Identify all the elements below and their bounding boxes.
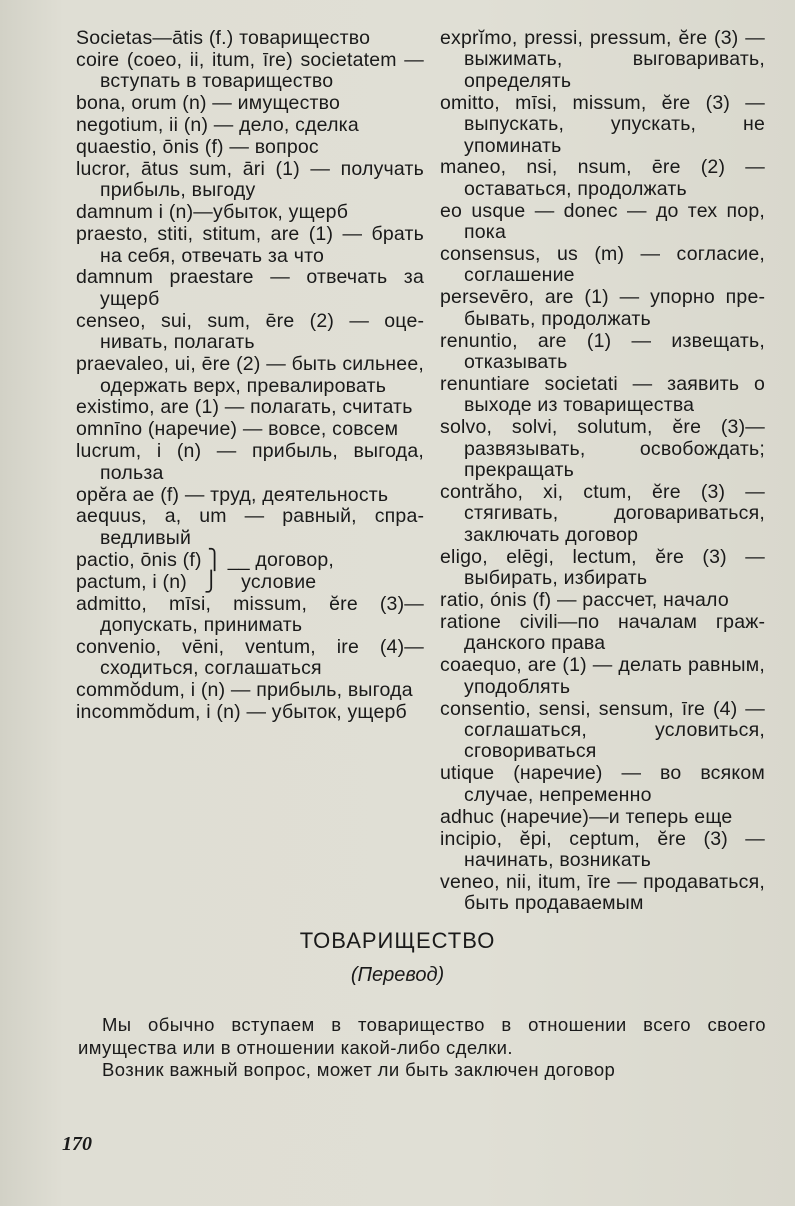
vocab-entry: omitto, mīsi, missum, ĕre (3) — выпускать, упускать, не упоминать — [440, 91, 771, 157]
vocab-entry: existimo, are (1) — полагать, считать — [76, 396, 413, 419]
vocab-entry: pactum, i (n) ⎭ условие — [76, 570, 317, 593]
vocab-entry: Societas—ātis (f.) товарищество — [76, 27, 371, 49]
vocab-entry: commŏdum, i (n) — прибыль, выгода — [76, 679, 413, 702]
vocab-entry: eligo, elēgi, lectum, ĕre (3) — выбирать, избирать — [440, 545, 771, 590]
vocab-entry: coaequo, are (1) — делать равным, уподоблять — [440, 654, 771, 698]
vocab-entry: praesto, stiti, stitum, are (1) — брать на себя, отвечать за что — [76, 223, 430, 267]
vocab-entry: lucror, ātus sum, āri (1) — получать прибыль, выгоду — [76, 157, 430, 202]
vocab-entry: renuntio, are (1) — извещать, отказывать — [440, 329, 771, 374]
vocab-entry: convenio, vēni, ventum, ire (4)— сходиться, соглашаться — [76, 635, 430, 680]
vocab-entry: omnīno (наречие) — вовсе, совсем — [76, 418, 399, 441]
vocab-entry: quaestio, ōnis (f) — вопрос — [76, 136, 319, 159]
vocab-entry: ratio, ónis (f) — рассчет, начало — [440, 589, 729, 612]
vocab-entry: coire (coeo, ii, itum, īre) societatem — вступать в товарищество — [76, 48, 430, 93]
vocab-entry: utique (наречие) — во всяком случае, непременно — [440, 762, 771, 806]
vocab-entry: incommŏdum, i (n) — убыток, ущерб — [76, 701, 407, 724]
vocab-entry: contrăho, xi, ctum, ĕre (3) — стягивать, договариваться, заключать договор — [440, 481, 771, 546]
vocab-entry: consentio, sensi, sensum, īre (4) — соглашаться, условиться, сговориваться — [440, 697, 771, 763]
vocab-entry: admitto, mīsi, missum, ĕre (3)— допускать, принимать — [76, 592, 430, 636]
vocab-entry: consensus, us (m) — согласие, соглашение — [440, 243, 771, 287]
vocab-entry: eo usque — donec — до тех пор, пока — [440, 199, 771, 244]
vocab-entry: censeo, sui, sum, ēre (2) — оценивать, полагать — [76, 309, 424, 354]
vocab-entry: opĕra ae (f) — труд, деятельность — [76, 483, 389, 506]
vocab-entry: solvo, solvi, solutum, ĕre (3)— развязывать, освобождать; прекращать — [440, 416, 771, 482]
vocab-entry: adhuc (наречие)—и теперь еще — [440, 805, 733, 828]
vocab-entry: lucrum, i (n) — прибыль, выгода, польза — [76, 440, 430, 484]
paragraph: Мы обычно вступаем в товарищество в отношении всего своего имущества или в отношении какой-либо сделки. — [78, 1014, 766, 1058]
vocab-entry: aequus, a, um — равный, справедливый — [76, 505, 424, 549]
vocab-entry: damnum i (n)—убыток, ущерб — [76, 201, 349, 224]
vocab-entry: maneo, nsi, nsum, ēre (2) — оставаться, продолжать — [440, 156, 771, 200]
vocab-entry: persevēro, are (1) — упорно пребывать, продолжать — [440, 286, 765, 330]
vocab-entry: praevaleo, ui, ēre (2) — быть сильнее, одержать верх, превалировать — [76, 353, 430, 397]
vocab-entry: incipio, ĕpi, ceptum, ĕre (3) — начинать, возникать — [440, 827, 771, 871]
section-title: ТОВАРИЩЕСТВО — [299, 928, 496, 953]
vocab-entry: bona, orum (n) — имущество — [76, 92, 341, 115]
paragraph: Возник важный вопрос, может ли быть заключен договор — [102, 1059, 616, 1080]
vocabulary-right-column — [440, 27, 771, 915]
translation-text — [78, 1014, 766, 1082]
vocab-entry: negotium, ii (n) — дело, сделка — [76, 114, 359, 137]
vocab-entry: damnum praestare — отвечать за ущерб — [76, 266, 430, 310]
section-subtitle: (Перевод) — [350, 964, 445, 986]
vocab-entry: ratione civili—по началам гражданского права — [440, 610, 765, 655]
page-number: 170 — [62, 1133, 92, 1155]
vocab-entry: pactio, ōnis (f) ⎫ __ договор, — [76, 548, 335, 571]
vocab-entry: exprĭmo, pressi, pressum, ĕre (3) — выжимать, выговаривать, определять — [440, 27, 771, 92]
vocab-entry: renuntiare societati — заявить о выходе из товарищества — [440, 373, 771, 417]
vocab-entry: veneo, nii, itum, īre — продаваться, быть продаваемым — [440, 870, 771, 915]
vocabulary-left-column — [76, 27, 430, 724]
